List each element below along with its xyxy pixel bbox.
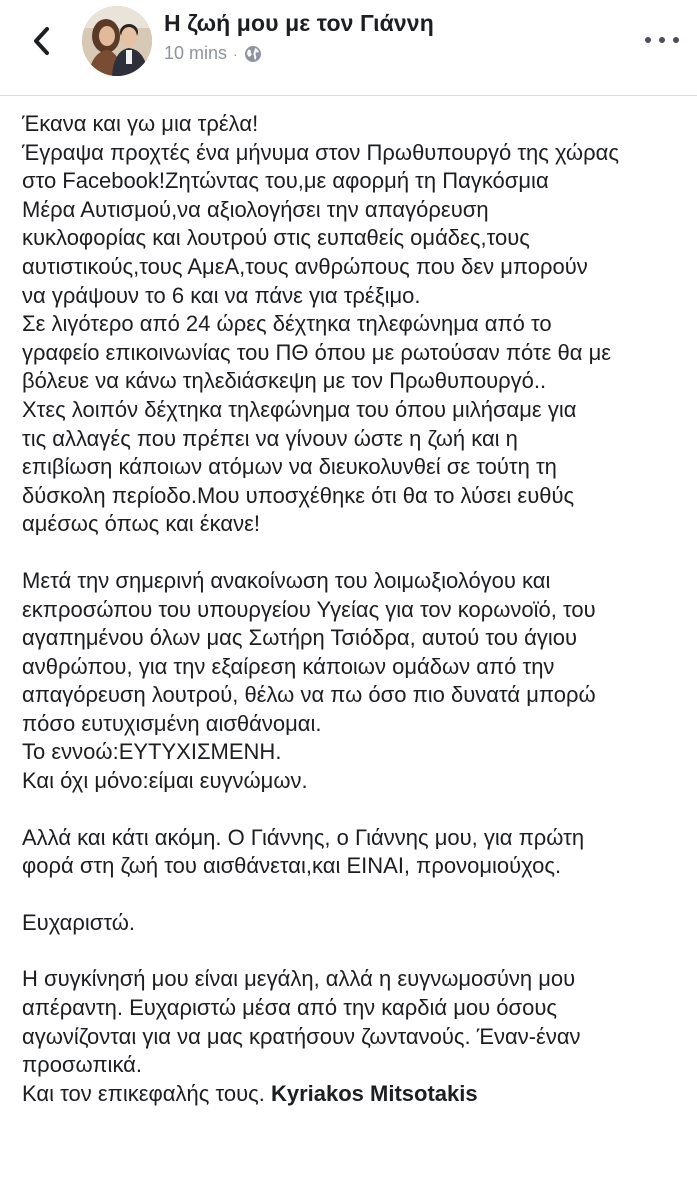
post-paragraph-2: Μετά την σημερινή ανακοίνωση του λοιμωξιολόγου και εκπροσώπου του υπουργείου Υγείας για τον κορωνοϊό, του αγαπημένου όλων μας Σωτήρη Τσιόδρα, αυτού του άγιου ανθρώπου, για την εξαίρεση κάποιων ομάδων από την απαγόρευση λουτρού, θέλω να πω όσο πιο δυνατά μπορώ πόσο ευτυχισμένη αισθάνομαι. Το εννοώ:ΕΥΤΥΧΙΣΜΕΝΗ. Και όχι μόνο:είμαι ευγνώμων. [22, 567, 596, 794]
post-paragraph-3: Αλλά και κάτι ακόμη. Ο Γιάννης, ο Γιάννης μου, για πρώτη φορά στη ζωή του αισθάνεται,και ΕΙΝΑΙ, προνομιούχος. [22, 824, 585, 879]
globe-icon[interactable] [244, 45, 262, 63]
meta-separator: · [233, 45, 238, 62]
post-paragraph-6-text: Και τον επικεφαλής τους. [22, 1080, 271, 1106]
back-button[interactable] [26, 24, 56, 58]
post-paragraph-6 [22, 1080, 679, 1109]
avatar[interactable] [82, 6, 152, 76]
more-dot [659, 37, 665, 43]
page-title[interactable]: Η ζωή μου με τον Γιάννη [164, 10, 434, 36]
more-dot [645, 37, 651, 43]
chevron-left-icon [32, 26, 50, 56]
avatar-photo [82, 6, 152, 76]
post-meta [164, 43, 262, 64]
post-timestamp[interactable]: 10 mins [164, 43, 228, 63]
more-dot [673, 37, 679, 43]
more-options-button[interactable] [645, 28, 679, 52]
post-paragraph-5: Η συγκίνησή μου είναι μεγάλη, αλλά η ευγνωμοσύνη μου απέραντη. Ευχαριστώ μέσα από την καρδιά μου όσους αγωνίζονται για να μας κρατήσουν ζωντανούς. Έναν-έναν προσωπικά. [22, 966, 581, 1078]
post-paragraph-1: Έκανα και γω μια τρέλα! Έγραψα προχτές ένα μήνυμα στον Πρωθυπουργό της χώρας στο Facebook!Ζητώντας του,με αφορμή τη Παγκόσμια Μέρα Αυτισμού,να αξιολογήσει την απαγόρευση κυκλοφορίας και λουτρού στις ευπαθείς ομάδες,τους αυτιστικούς,τους ΑμεΑ,τους ανθρώπους που δεν μπορούν να γράψουν το 6 και να πάνε για τρέξιμο. Σε λιγότερο από 24 ώρες δέχτηκα τηλεφώνημα από το γραφείο επικοινωνίας του ΠΘ όπου με ρωτούσαν πότε θα με βόλευε να κάνω τηλεδιάσκεψη με τον Πρωθυπουργό.. Χτες λοιπόν δέχτηκα τηλεφώνημα του όπου μιλήσαμε για τις αλλαγές που πρέπει να γίνουν ώστε η ζωή και η επιβίωση κάποιων ατόμων να διευκολυνθεί σε τούτη τη δύσκολη περίοδο.Μου υποσχέθηκε ότι θα το λύσει ευθύς αμέσως όπως και έκανε! [22, 111, 619, 537]
post-body [0, 96, 697, 1108]
post-paragraph-4: Ευχαριστώ. [22, 909, 136, 935]
tagged-person-link[interactable]: Kyriakos Mitsotakis [270, 1080, 478, 1106]
post-header [0, 0, 697, 96]
